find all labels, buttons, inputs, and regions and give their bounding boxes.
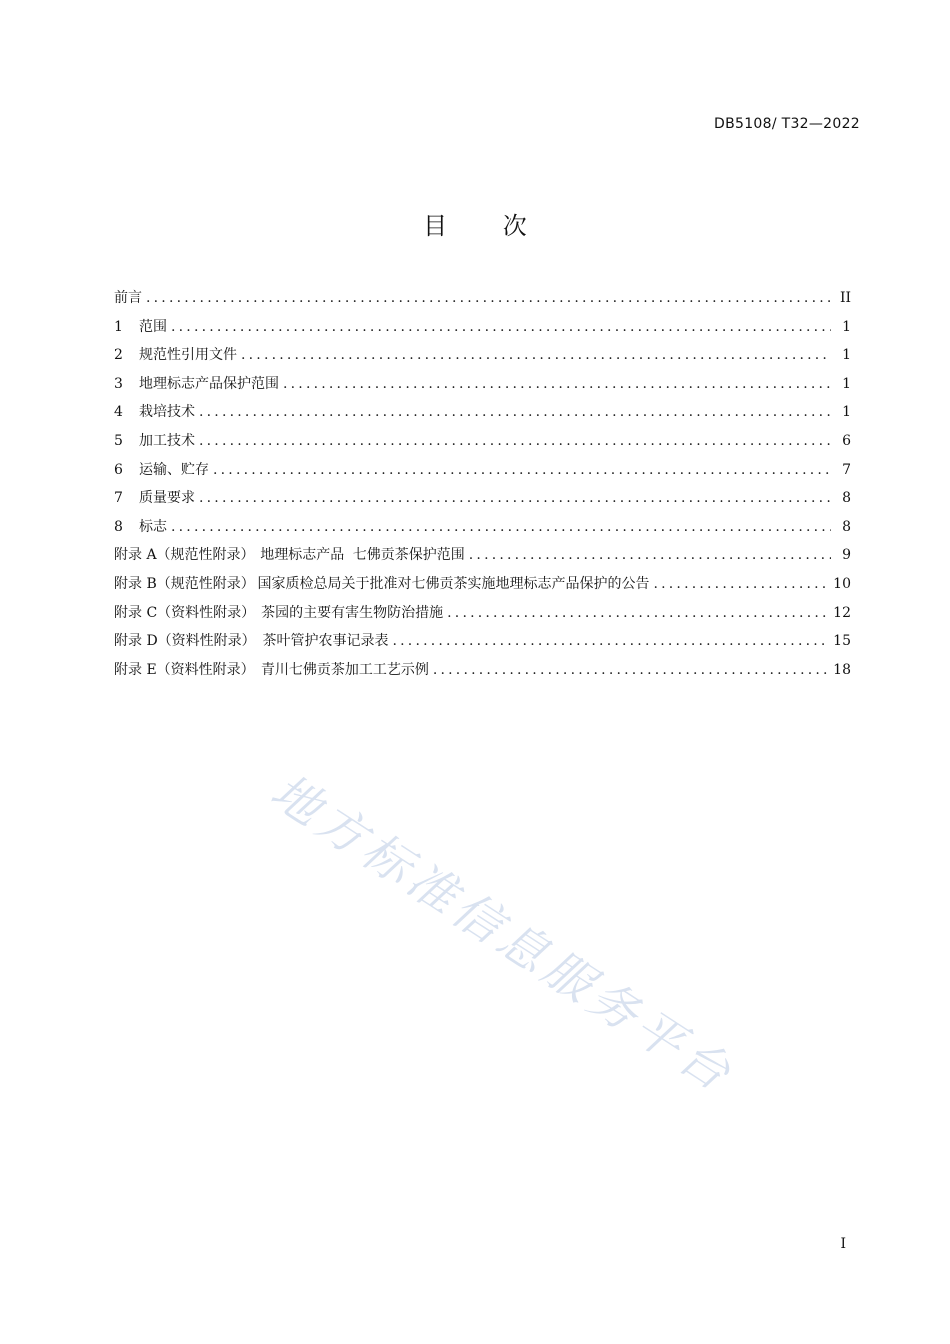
toc-page-number: 1	[842, 318, 851, 335]
toc-page-number: 7	[842, 461, 851, 478]
toc-entry-number: 7	[114, 490, 123, 507]
toc-entry-transport-storage[interactable]	[114, 456, 851, 485]
toc-entry-label: 茶叶管护农事记录表	[262, 633, 389, 650]
toc-entry-annex-b[interactable]	[114, 570, 851, 599]
toc-entry-number: 8	[114, 518, 123, 535]
toc-page-number: 8	[842, 490, 851, 507]
toc-entry-cultivation[interactable]	[114, 398, 851, 427]
toc-entry-label: 加工技术	[139, 432, 195, 449]
toc-leader-dots	[393, 627, 828, 656]
toc-page-number: 18	[833, 661, 851, 678]
toc-entry-protection-area[interactable]	[114, 370, 851, 399]
toc-leader-dots	[433, 656, 827, 685]
toc-leader-dots	[241, 341, 831, 370]
page-title: 目 次	[423, 212, 551, 240]
toc-annex-prefix: 附录 E（资料性附录）	[114, 661, 255, 678]
toc-page-number: 8	[842, 518, 851, 535]
toc-entry-annex-a[interactable]	[114, 541, 851, 570]
toc-entry-number: 2	[114, 347, 123, 364]
table-of-contents	[114, 284, 851, 684]
toc-page-number: 1	[842, 375, 851, 392]
toc-leader-dots	[199, 427, 831, 456]
toc-entry-label: 标志	[139, 518, 167, 535]
toc-entry-label: 栽培技术	[139, 404, 195, 421]
toc-entry-label: 质量要求	[139, 490, 195, 507]
toc-entry-label: 地理标志产品	[260, 547, 345, 564]
toc-entry-label: 规范性引用文件	[139, 347, 237, 364]
toc-page-number: 9	[842, 547, 851, 564]
toc-entry-processing[interactable]	[114, 427, 851, 456]
toc-entry-label: 范围	[139, 318, 167, 335]
toc-annex-prefix: 附录 B（规范性附录）	[114, 575, 255, 592]
toc-page-number: 10	[833, 575, 851, 592]
toc-leader-dots	[283, 370, 831, 399]
toc-page-number: 1	[842, 404, 851, 421]
toc-entry-marking[interactable]	[114, 513, 851, 542]
toc-entry-scope[interactable]	[114, 313, 851, 342]
toc-entry-label: 国家质检总局关于批准对七佛贡茶实施地理标志产品保护的公告	[257, 575, 650, 592]
toc-annex-prefix: 附录 D（资料性附录）	[114, 633, 256, 650]
toc-page-number: II	[839, 290, 851, 306]
toc-leader-dots	[447, 599, 827, 628]
toc-entry-label: 茶园的主要有害生物防治措施	[261, 604, 444, 621]
toc-entry-label: 青川七佛贡茶加工工艺示例	[260, 661, 429, 678]
page-number: I	[840, 1236, 846, 1252]
toc-page-number: 15	[833, 633, 851, 650]
toc-annex-prefix: 附录 C（资料性附录）	[114, 604, 256, 621]
toc-page-number: 6	[842, 432, 851, 449]
toc-entry-label: 运输、贮存	[139, 461, 209, 478]
toc-page-number: 1	[842, 347, 851, 364]
toc-leader-dots	[213, 456, 831, 485]
toc-page-number: 12	[833, 604, 851, 621]
toc-entry-number: 3	[114, 375, 123, 392]
toc-entry-number: 1	[114, 318, 123, 335]
document-id: DB5108/ T32—2022	[714, 116, 860, 132]
toc-annex-prefix: 附录 A（规范性附录）	[114, 547, 255, 564]
toc-leader-dots	[469, 541, 831, 570]
watermark: 地方标准信息服务平台	[260, 763, 745, 1105]
toc-leader-dots	[171, 313, 831, 342]
toc-entry-label: 地理标志产品保护范围	[139, 375, 279, 392]
toc-entry-annex-e[interactable]	[114, 656, 851, 685]
toc-leader-dots	[171, 513, 831, 542]
toc-leader-dots	[653, 570, 827, 599]
toc-leader-dots	[146, 284, 831, 313]
toc-entry-label: 前言	[114, 290, 142, 306]
toc-entry-number: 4	[114, 404, 123, 421]
toc-entry-number: 5	[114, 432, 123, 449]
toc-entry-normative-references[interactable]	[114, 341, 851, 370]
toc-entry-quality[interactable]	[114, 484, 851, 513]
toc-entry-label-secondary: 七佛贡茶保护范围	[352, 547, 465, 564]
toc-entry-annex-c[interactable]	[114, 599, 851, 628]
toc-entry-foreword[interactable]	[114, 284, 851, 313]
toc-leader-dots	[199, 484, 831, 513]
toc-entry-annex-d[interactable]	[114, 627, 851, 656]
toc-entry-number: 6	[114, 461, 123, 478]
toc-leader-dots	[199, 398, 831, 427]
